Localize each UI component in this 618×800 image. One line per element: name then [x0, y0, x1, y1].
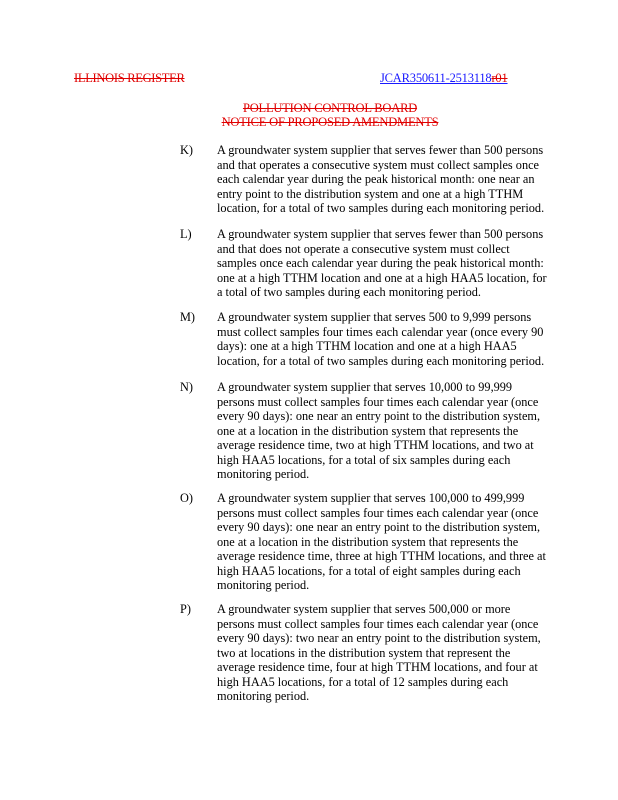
- text-line: samples once each calendar year during the peak historical month:: [217, 256, 544, 270]
- paragraph-text: [217, 310, 617, 368]
- board-title: POLLUTION CONTROL BOARD: [242, 101, 418, 115]
- text-line: a total of two samples during each monitoring period.: [217, 285, 481, 299]
- text-line: A groundwater system supplier that serves fewer than 500 persons: [217, 143, 544, 157]
- paragraph-label: K): [180, 143, 193, 157]
- register-title: ILLINOIS REGISTER: [74, 71, 185, 85]
- text-line: monitoring period.: [217, 578, 310, 592]
- paragraph-label: N): [180, 380, 193, 394]
- text-line: A groundwater system supplier that serves 10,000 to 99,999: [217, 380, 513, 394]
- paragraph-label: P): [180, 602, 191, 616]
- text-line: days): one at a high TTHM location and one at a high HAA5: [217, 339, 517, 353]
- paragraph-label: M): [180, 310, 196, 324]
- paragraph-label: L): [180, 227, 192, 241]
- notice-title: NOTICE OF PROPOSED AMENDMENTS: [221, 115, 439, 129]
- text-line: two at locations in the distribution system that represent the: [217, 645, 511, 660]
- text-line: average residence time, two at high TTHM locations, and two at: [217, 438, 534, 452]
- paragraph-text: [217, 602, 617, 704]
- text-line: A groundwater system supplier that serves 100,000 to 499,999: [217, 491, 525, 505]
- paragraph-text: [217, 491, 617, 593]
- text-line: average residence time, three at high TTHM locations, and three at: [217, 549, 546, 563]
- text-line: persons must collect samples four times each calendar year (once: [217, 394, 539, 409]
- text-line: monitoring period.: [217, 689, 310, 703]
- text-line: monitoring period.: [217, 467, 310, 481]
- paragraph-label: O): [180, 491, 193, 505]
- text-line: one at a location in the distribution system that represents the: [217, 534, 519, 549]
- document-code: [380, 71, 508, 86]
- text-line: every 90 days): two near an entry point to the distribution system,: [217, 631, 541, 645]
- text-line: location, for a total of two samples during each monitoring period.: [217, 201, 545, 215]
- text-line: persons must collect samples four times each calendar year (once: [217, 505, 539, 520]
- text-line: high HAA5 locations, for a total of 12 samples during each: [217, 674, 509, 689]
- document-code-main: JCAR350611-2513118: [380, 71, 492, 85]
- text-line: high HAA5 locations, for a total of eight samples during each: [217, 563, 521, 578]
- text-line: high HAA5 locations, for a total of six samples during each: [217, 452, 511, 467]
- text-line: one at a high TTHM location and one at a high HAA5 location, for: [217, 270, 547, 285]
- text-line: and that operates a consecutive system must collect samples once: [217, 157, 540, 172]
- text-line: one at a location in the distribution system that represents the: [217, 423, 519, 438]
- paragraph-text: [217, 227, 617, 300]
- text-line: entry point to the distribution system and one at a high TTHM: [217, 186, 524, 201]
- paragraph-text: [217, 143, 617, 216]
- text-line: must collect samples four times each calendar year (once every 90: [217, 324, 544, 339]
- text-line: and that does not operate a consecutive system must collect: [217, 241, 510, 256]
- text-line: A groundwater system supplier that serves fewer than 500 persons: [217, 227, 544, 241]
- text-line: each calendar year during the peak historical month: one near an: [217, 172, 535, 186]
- text-line: every 90 days): one near an entry point to the distribution system,: [217, 520, 541, 534]
- text-line: A groundwater system supplier that serves 500 to 9,999 persons: [217, 310, 532, 324]
- document-code-suffix: r01: [491, 71, 508, 85]
- text-line: location, for a total of two samples during each monitoring period.: [217, 353, 545, 368]
- text-line: A groundwater system supplier that serves 500,000 or more: [217, 602, 511, 616]
- text-line: every 90 days): one near an entry point to the distribution system,: [217, 409, 541, 423]
- text-line: average residence time, four at high TTHM locations, and four at: [217, 660, 538, 674]
- text-line: persons must collect samples four times each calendar year (once: [217, 616, 539, 631]
- paragraph-text: [217, 380, 617, 482]
